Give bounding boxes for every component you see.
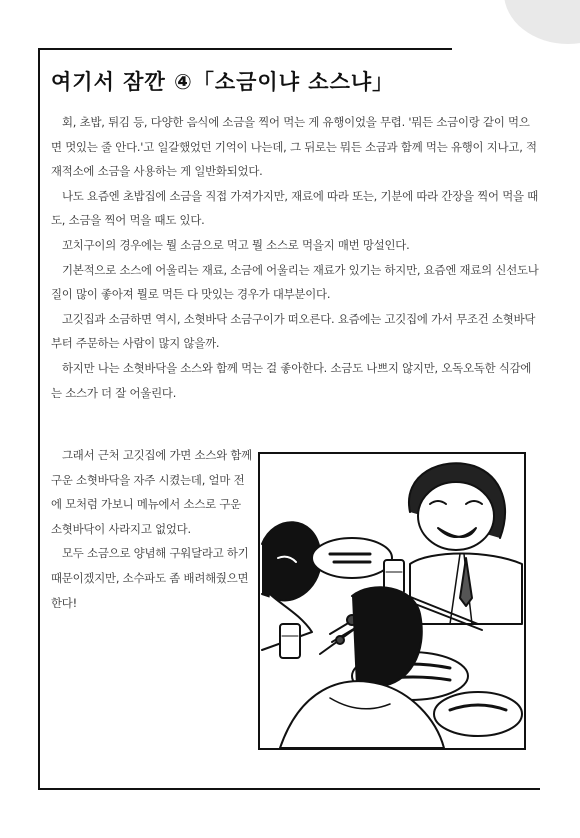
paragraph-1: 회, 초밥, 튀김 등, 다양한 음식에 소금을 찍어 먹는 게 유행이었을 무렵. '뭐든 소금이랑 같이 먹으면 멋있는 줄 안다.'고 일갈했었던 기억이 나는데, 그 뒤로는 뭐든 소금과 함께 먹는 유행이 지나고, 적재적소에 소금을 사용하는 게 일반화되었다. [51, 115, 537, 179]
manga-illustration [258, 452, 526, 750]
page-title: 여기서 잠깐 ④「소금이냐 소스냐」 [51, 70, 395, 94]
paragraph-3: 꼬치구이의 경우에는 뭘 소금으로 먹고 뭘 소스로 먹을지 매번 망설인다. [62, 237, 410, 252]
page-corner-decoration [504, 0, 580, 44]
paragraph-5: 고깃집과 소금하면 역시, 소혓바닥 소금구이가 떠오른다. 요즘에는 고깃집에 가서 무조건 소혓바닥부터 주문하는 사람이 많지 않을까. [51, 311, 536, 351]
illustration-drawing [260, 454, 524, 748]
paragraph-2: 나도 요즘엔 초밥집에 소금을 직접 가져가지만, 재료에 따라 또는, 기분에 따라 간장을 찍어 먹을 때도, 소금을 찍어 먹을 때도 있다. [51, 188, 539, 228]
side-text [51, 443, 253, 615]
side-paragraph-1: 그래서 근처 고깃집에 가면 소스와 함께 구운 소혓바닥을 자주 시켰는데, 얼마 전에 모처럼 가보니 메뉴에서 소스로 구운 소혓바닥이 사라지고 없었다. [51, 448, 252, 536]
article-body [51, 110, 539, 405]
paragraph-4: 기본적으로 소스에 어울리는 재료, 소금에 어울리는 재료가 있기는 하지만, 요즘엔 재료의 신선도나 질이 많이 좋아져 뭘로 먹든 다 맛있는 경우가 대부분이다. [51, 262, 539, 302]
side-paragraph-2: 모두 소금으로 양념해 구워달라고 하기 때문이겠지만, 소수파도 좀 배려해줬으면 한다! [51, 546, 249, 610]
paragraph-6: 하지만 나는 소혓바닥을 소스와 함께 먹는 걸 좋아한다. 소금도 나쁘지 않지만, 오독오독한 식감에는 소스가 더 잘 어울린다. [51, 360, 532, 400]
